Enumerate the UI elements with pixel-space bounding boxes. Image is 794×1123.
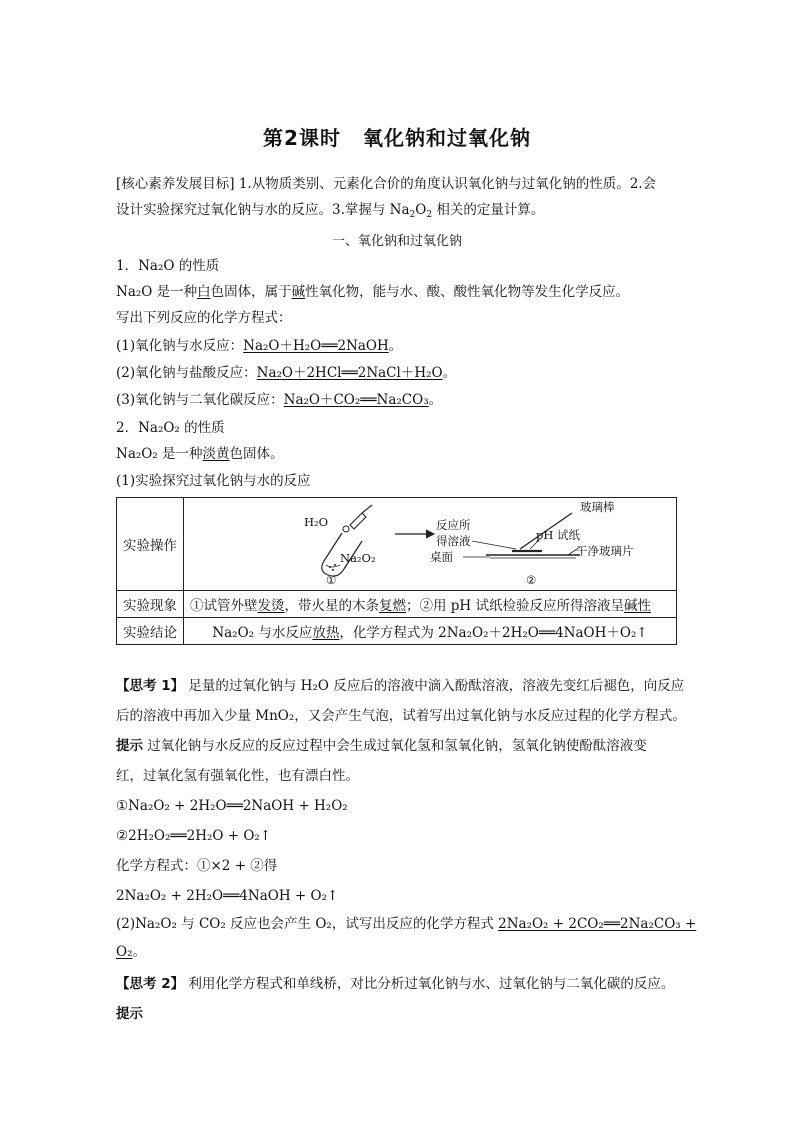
na2o2-description: Na₂O₂ 是一种淡黄色固体。 xyxy=(116,446,284,462)
label-glass-rod: 玻璃棒 xyxy=(580,500,615,514)
answer-basic: 碱 xyxy=(291,284,306,300)
observation-label: 实验现象 xyxy=(117,591,184,618)
goals-line-2: 设计实验探究过氧化钠与水的反应。3.掌握与 $Na_2O_2$ 相关的定量计算。 xyxy=(116,202,545,220)
co2-equation-part-1: 2Na₂O₂ + 2CO₂══2Na₂CO₃ + xyxy=(498,916,697,932)
think1-equation-3: 2Na₂O₂ + 2H₂O══4NaOH + O₂↑ xyxy=(116,888,339,904)
experiment-table xyxy=(116,497,677,645)
think1-equation-1: ①Na₂O₂ + 2H₂O══2NaOH + H₂O₂ xyxy=(116,798,348,814)
na2o-heading: 1．Na₂O 的性质 xyxy=(116,258,220,274)
think1-label: 【思考 1】 xyxy=(116,678,185,694)
conclusion-cell: Na₂O₂ 与水反应放热，化学方程式为 2Na₂O₂＋2H₂O══4NaOH＋O₂↑ xyxy=(184,618,677,645)
answer-exothermic: 放热 xyxy=(312,625,340,641)
na2o-description: Na₂O 是一种白色固体，属于碱性氧化物，能与水、酸、酸性氧化物等发生化学反应。 xyxy=(116,284,630,300)
think2-question: 【思考 2】 利用化学方程式和单线桥，对比分析过氧化钠与水、过氧化钠与二氧化碳的反应。 xyxy=(116,976,675,992)
reaction-1: (1)氧化钠与水反应：Na₂O＋H₂O══2NaOH。 xyxy=(116,338,403,354)
answer-hot: 发烫 xyxy=(257,598,285,614)
label-ph-paper: pH 试纸 xyxy=(536,528,581,542)
label-desk: 桌面 xyxy=(430,550,453,564)
conclusion-label: 实验结论 xyxy=(117,618,184,645)
think1-equation-2: ②2H₂O₂══2H₂O + O₂↑ xyxy=(116,828,272,844)
page-title xyxy=(0,122,794,151)
answer-relight: 复燃 xyxy=(379,598,406,614)
answer-white: 白 xyxy=(197,284,211,300)
think1-question-1: 【思考 1】 足量的过氧化钠与 H₂O 反应后的溶液中滴入酚酞溶液，溶液先变红后褪色，向反应 xyxy=(116,678,685,694)
co2-question-end: O₂。 xyxy=(116,944,146,960)
label-glass-plate: 干净玻璃片 xyxy=(576,544,634,558)
think2-hint xyxy=(116,1004,681,1024)
think2-hint-label: 提示 xyxy=(116,1006,143,1022)
table-row-observation xyxy=(117,591,677,618)
label-h2o: H₂O xyxy=(304,515,329,529)
reaction-prompt: 写出下列反应的化学方程式： xyxy=(116,310,292,326)
lesson-topic: 氧化钠和过氧化钠 xyxy=(362,126,531,150)
equation-1: Na₂O＋H₂O══2NaOH xyxy=(243,338,389,354)
think1-hint-2: 红，过氧化氢有强氧化性，也有漂白性。 xyxy=(116,768,359,784)
goals-line-1 xyxy=(116,174,681,194)
lesson-number: 第2课时 xyxy=(263,126,341,150)
table-row-conclusion xyxy=(117,618,677,645)
label-solution-1: 反应所 xyxy=(436,518,471,532)
reaction-2: (2)氧化钠与盐酸反应：Na₂O＋2HCl══2NaCl＋H₂O。 xyxy=(116,365,457,381)
co2-equation-part-2: O₂ xyxy=(116,944,133,960)
experiment-diagram xyxy=(190,499,670,589)
experiment-title: (1)实验探究过氧化钠与水的反应 xyxy=(116,473,311,489)
reaction-3: (3)氧化钠与二氧化碳反应：Na₂O＋CO₂══Na₂CO₃。 xyxy=(116,392,443,408)
equation-2: Na₂O＋2HCl══2NaCl＋H₂O xyxy=(256,365,443,381)
think2-label: 【思考 2】 xyxy=(116,976,185,992)
operation-diagram-cell xyxy=(184,498,677,591)
think1-question-2: 后的溶液中再加入少量 MnO₂，又会产生气泡，试着写出过氧化钠与水反应过程的化学方程式。 xyxy=(116,708,686,724)
goals-text-1: 1.从物质类别、元素化合价的角度认识氧化钠与过氧化钠的性质。2.会 xyxy=(238,176,657,192)
operation-label: 实验操作 xyxy=(117,498,184,591)
label-step-1: ① xyxy=(326,573,337,587)
label-na2o2: Na₂O₂ xyxy=(340,551,376,565)
section-heading: 一、氧化钠和过氧化钠 xyxy=(331,234,462,249)
label-solution-2: 得溶液 xyxy=(436,534,471,548)
answer-alkaline: 碱性 xyxy=(624,598,651,614)
label-step-2: ② xyxy=(526,573,537,587)
think1-hint-label: 提示 xyxy=(116,738,143,754)
think1-combine: 化学方程式：①×2 + ②得 xyxy=(116,858,278,874)
answer-pale-yellow: 淡黄 xyxy=(202,446,230,462)
goals-label: [核心素养发展目标] xyxy=(116,176,235,192)
observation-cell: ①试管外壁发烫，带火星的木条复燃；②用 pH 试纸检验反应所得溶液呈碱性 xyxy=(184,591,677,618)
equation-3: Na₂O＋CO₂══Na₂CO₃ xyxy=(283,392,429,408)
think1-hint-1: 提示 过氧化钠与水反应的反应过程中会生成过氧化氢和氢氧化钠，氢氧化钠使酚酞溶液变 xyxy=(116,738,647,754)
na2o2-heading: 2．Na₂O₂ 的性质 xyxy=(116,420,225,436)
table-row-operation xyxy=(117,498,677,591)
co2-question: (2)Na₂O₂ 与 CO₂ 反应也会产生 O₂，试写出反应的化学方程式 2Na₂O₂ + 2CO₂══2Na₂CO₃ + xyxy=(116,916,697,932)
